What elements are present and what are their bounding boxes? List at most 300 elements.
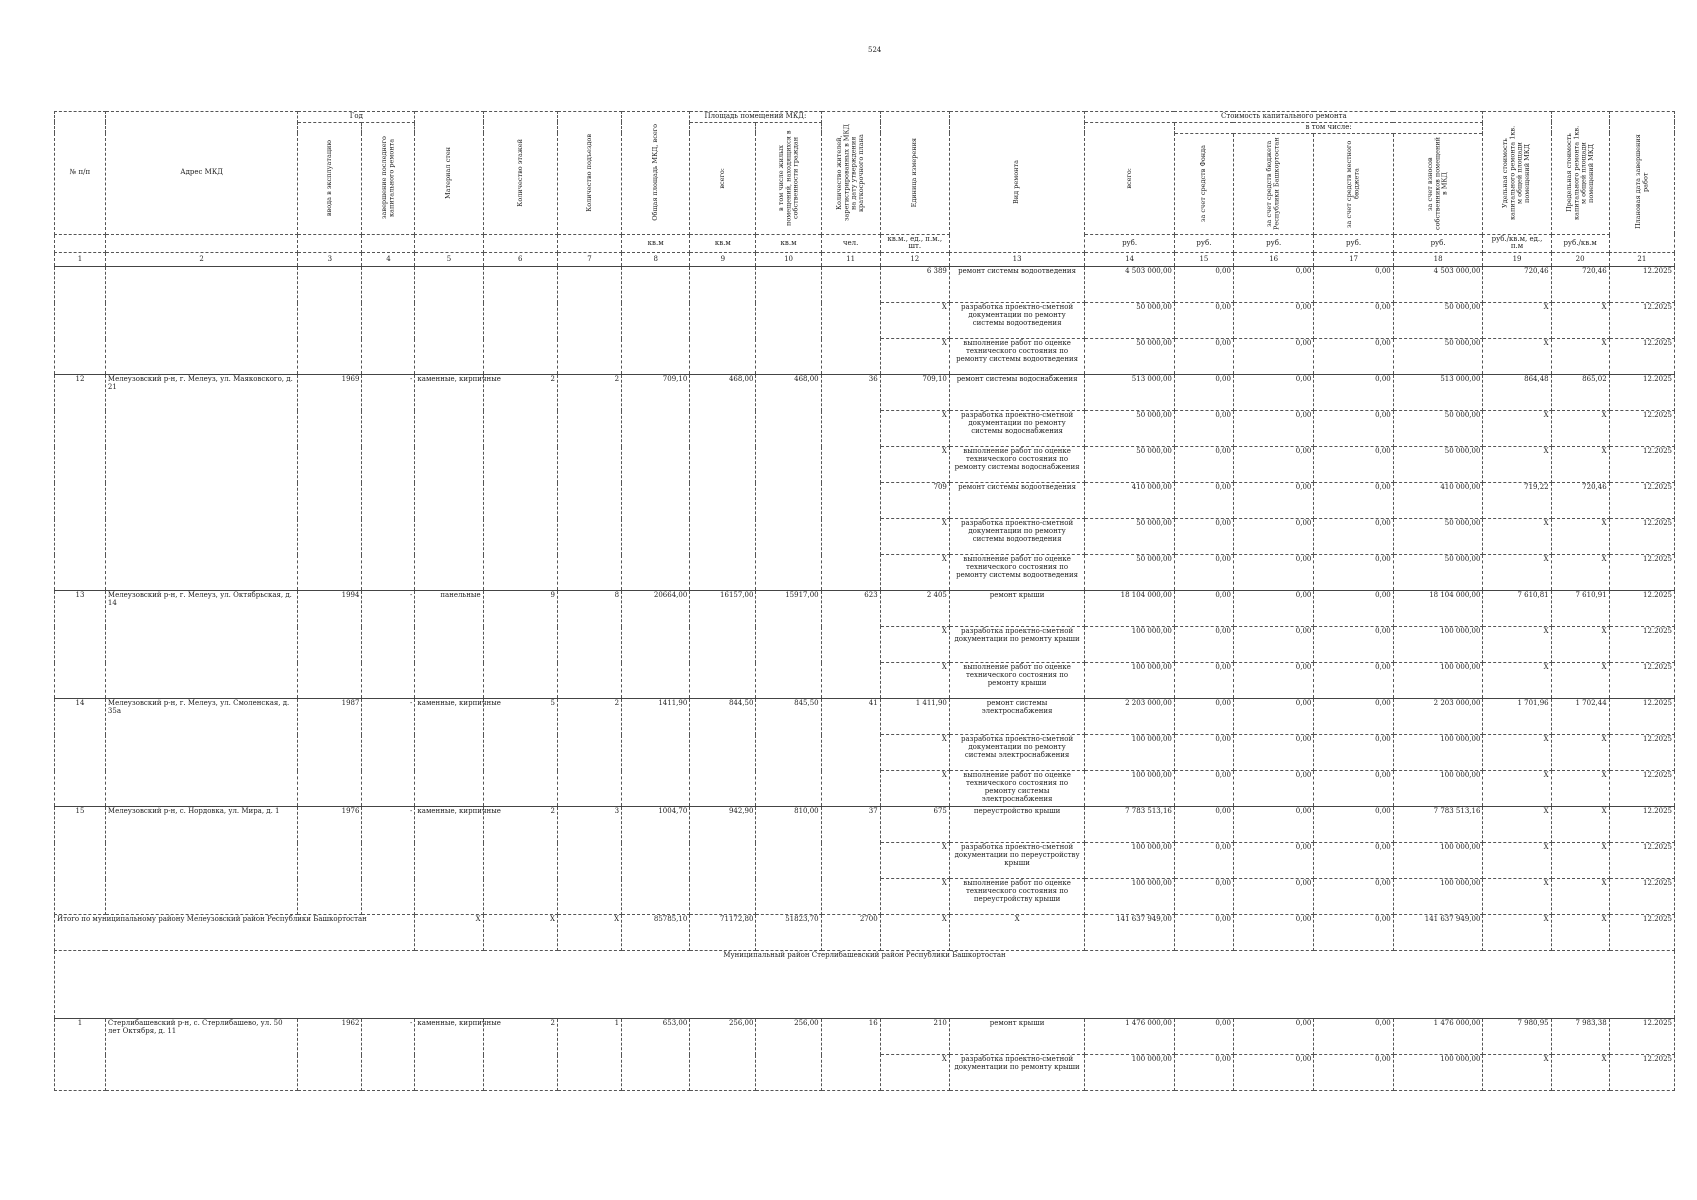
- cell-unit-cost: X: [1483, 303, 1551, 339]
- cell-premises-res: 810,00: [756, 807, 821, 915]
- cell-plan-date: 12.2025: [1609, 1019, 1674, 1055]
- cell-cost-republic: 0,00: [1233, 519, 1313, 555]
- cell-cost-local: 0,00: [1314, 1055, 1393, 1091]
- cell-material: [415, 267, 483, 375]
- cell-floors: [483, 267, 557, 375]
- cell-work-type: ремонт системы электроснабжения: [949, 699, 1084, 735]
- cell-cost-fund: 0,00: [1174, 663, 1233, 699]
- cell-cost-local: 0,00: [1314, 267, 1393, 303]
- cell-unit-cost: 719,22: [1483, 483, 1551, 519]
- cell-premises-res: 15917,00: [756, 591, 821, 699]
- cell-cost-owners: 50 000,00: [1393, 303, 1483, 339]
- cell-cost-republic: 0,00: [1233, 591, 1313, 627]
- hdr-premises-group: Площадь помещений МКД:: [690, 112, 821, 123]
- cell-unit-cost: X: [1483, 411, 1551, 447]
- cell-plan-date: 12.2025: [1609, 1055, 1674, 1091]
- cell-year-last: -: [362, 591, 415, 699]
- cell-plan-date: 12.2025: [1609, 555, 1674, 591]
- cell-unit: X: [880, 879, 949, 915]
- cell-floors: 5: [483, 699, 557, 807]
- cell-cost-total: 100 000,00: [1085, 663, 1175, 699]
- cell-entrances: 3: [557, 807, 621, 915]
- total-entrances: X: [557, 915, 621, 951]
- cell-cost-owners: 50 000,00: [1393, 447, 1483, 483]
- cell-limit-cost: X: [1551, 447, 1609, 483]
- hdr-total-area: Общая площадь МКД, всего: [651, 124, 660, 222]
- cell-cost-owners: 1 476 000,00: [1393, 1019, 1483, 1055]
- cell-limit-cost: 865,02: [1551, 375, 1609, 411]
- cell-cost-local: 0,00: [1314, 699, 1393, 735]
- cell-unit-cost: X: [1483, 447, 1551, 483]
- cell-cost-total: 50 000,00: [1085, 447, 1175, 483]
- cell-cost-local: 0,00: [1314, 735, 1393, 771]
- cell-cost-owners: 100 000,00: [1393, 771, 1483, 807]
- cell-unit-cost: X: [1483, 843, 1551, 879]
- cell-limit-cost: X: [1551, 411, 1609, 447]
- cell-unit-cost: 7 610,81: [1483, 591, 1551, 627]
- cell-cost-local: 0,00: [1314, 771, 1393, 807]
- cell-cost-republic: 0,00: [1233, 483, 1313, 519]
- cell-limit-cost: 720,46: [1551, 267, 1609, 303]
- cell-unit: 675: [880, 807, 949, 843]
- cell-cost-total: 7 783 513,16: [1085, 807, 1175, 843]
- total-premises-res: 51823,70: [756, 915, 821, 951]
- hdr-cost-total: всего:: [1124, 167, 1133, 189]
- cell-cost-total: 100 000,00: [1085, 627, 1175, 663]
- cell-limit-cost: X: [1551, 555, 1609, 591]
- cell-premises-total: 468,00: [690, 375, 756, 591]
- cell-work-type: выполнение работ по оценке технического состояния по ремонту системы водоотведения: [949, 339, 1084, 375]
- cell-plan-date: 12.2025: [1609, 447, 1674, 483]
- cell-cost-total: 18 104 000,00: [1085, 591, 1175, 627]
- cell-cost-republic: 0,00: [1233, 663, 1313, 699]
- cell-work-type: разработка проектно-сметной документации по ремонту крыши: [949, 627, 1084, 663]
- total-label: Итого по муниципальному району Мелеузовский район Республики Башкортостан: [55, 915, 415, 951]
- section-title: Муниципальный район Стерлибашевский район Республики Башкортостан: [55, 951, 1675, 1019]
- cell-year-last: -: [362, 807, 415, 915]
- cell-plan-date: 12.2025: [1609, 303, 1674, 339]
- cell-limit-cost: X: [1551, 807, 1609, 843]
- cell-cost-total: 4 503 000,00: [1085, 267, 1175, 303]
- hdr-premises-res: в том числе жилых помещений, находящихся в собственности граждан: [776, 130, 800, 227]
- cell-cost-fund: 0,00: [1174, 483, 1233, 519]
- cell-cost-local: 0,00: [1314, 591, 1393, 627]
- table-row: [55, 267, 1675, 303]
- cell-work-type: выполнение работ по оценке технического состояния по ремонту крыши: [949, 663, 1084, 699]
- cell-residents: 16: [821, 1019, 880, 1091]
- cell-cost-total: 513 000,00: [1085, 375, 1175, 411]
- cell-cost-total: 100 000,00: [1085, 879, 1175, 915]
- hdr-floors: Количество этажей: [515, 138, 524, 207]
- cell-cost-fund: 0,00: [1174, 699, 1233, 735]
- cell-unit-cost: X: [1483, 735, 1551, 771]
- cell-address: Стерлибашевский р-н, с. Стерлибашево, ул. 50 лет Октября, д. 11: [105, 1019, 297, 1091]
- cell-work-type: выполнение работ по оценке технического состояния по ремонту системы водоснабжения: [949, 447, 1084, 483]
- total-row: [55, 915, 1675, 951]
- total-residents: 2700: [821, 915, 880, 951]
- table-header: [55, 112, 1675, 267]
- cell-unit-cost: 864,48: [1483, 375, 1551, 411]
- cell-unit: 6 389: [880, 267, 949, 303]
- hdr-year-last: завершение последнего капитального ремонта: [380, 136, 396, 220]
- cell-premises-res: 845,50: [756, 699, 821, 807]
- cell-total-area: 20664,00: [622, 591, 690, 699]
- cell-plan-date: 12.2025: [1609, 699, 1674, 735]
- cell-cost-fund: 0,00: [1174, 735, 1233, 771]
- cell-cost-republic: 0,00: [1233, 735, 1313, 771]
- cell-limit-cost: X: [1551, 735, 1609, 771]
- cell-num: 13: [55, 591, 106, 699]
- cell-year-last: -: [362, 699, 415, 807]
- cell-entrances: 2: [557, 375, 621, 591]
- cell-cost-local: 0,00: [1314, 663, 1393, 699]
- hdr-year-built: ввода в эксплуатацию: [325, 140, 334, 217]
- cell-work-type: разработка проектно-сметной документации по ремонту системы электроснабжения: [949, 735, 1084, 771]
- cell-total-area: 1411,90: [622, 699, 690, 807]
- cell-plan-date: 12.2025: [1609, 519, 1674, 555]
- hdr-year-group: Год: [298, 112, 415, 123]
- cell-plan-date: 12.2025: [1609, 843, 1674, 879]
- cell-cost-republic: 0,00: [1233, 879, 1313, 915]
- cell-unit-cost: X: [1483, 879, 1551, 915]
- cell-cost-total: 50 000,00: [1085, 555, 1175, 591]
- cell-cost-owners: 100 000,00: [1393, 663, 1483, 699]
- cell-unit: 709,10: [880, 375, 949, 411]
- cell-limit-cost: X: [1551, 843, 1609, 879]
- cell-residents: 41: [821, 699, 880, 807]
- section-header-row: [55, 951, 1675, 1019]
- cell-work-type: ремонт системы водоснабжения: [949, 375, 1084, 411]
- capital-repair-table: [54, 111, 1675, 1091]
- total-rep: 0,00: [1233, 915, 1313, 951]
- cell-plan-date: 12.2025: [1609, 807, 1674, 843]
- cell-limit-cost: 1 702,44: [1551, 699, 1609, 735]
- cell-total-area: [622, 267, 690, 375]
- cell-year-last: -: [362, 375, 415, 591]
- cell-cost-total: 410 000,00: [1085, 483, 1175, 519]
- cell-unit-cost: X: [1483, 519, 1551, 555]
- cell-num: 12: [55, 375, 106, 591]
- hdr-cost-owners: за счет взносов собственников помещений в МКД: [1426, 137, 1449, 231]
- cell-cost-republic: 0,00: [1233, 411, 1313, 447]
- cell-limit-cost: 7 983,38: [1551, 1019, 1609, 1055]
- cell-cost-fund: 0,00: [1174, 627, 1233, 663]
- hdr-unit-cost: Удельная стоимость капитального ремонта 1кв. м общей площади помещений МКД: [1501, 125, 1532, 220]
- cell-num: 15: [55, 807, 106, 915]
- cell-num: 14: [55, 699, 106, 807]
- hdr-material: Материал стен: [444, 146, 453, 199]
- cell-cost-local: 0,00: [1314, 483, 1393, 519]
- cell-unit-cost: X: [1483, 771, 1551, 807]
- cell-floors: 9: [483, 591, 557, 699]
- cell-unit: 709: [880, 483, 949, 519]
- cell-unit: X: [880, 555, 949, 591]
- table-row: [55, 1019, 1675, 1055]
- cell-unit-cost: X: [1483, 807, 1551, 843]
- cell-unit-cost: X: [1483, 339, 1551, 375]
- cell-cost-fund: 0,00: [1174, 591, 1233, 627]
- cell-cost-fund: 0,00: [1174, 879, 1233, 915]
- cell-cost-local: 0,00: [1314, 1019, 1393, 1055]
- cell-address: Мелеузовский р-н, г. Мелеуз, ул. Октябрьская, д. 14: [105, 591, 297, 699]
- cell-year-built: 1969: [298, 375, 362, 591]
- cell-material: каменные, кирпичные: [415, 375, 483, 591]
- cell-work-type: выполнение работ по оценке технического состояния по ремонту системы водоотведения: [949, 555, 1084, 591]
- cell-work-type: разработка проектно-сметной документации по ремонту системы водоотведения: [949, 519, 1084, 555]
- cell-cost-republic: 0,00: [1233, 843, 1313, 879]
- cell-premises-res: [756, 267, 821, 375]
- cell-plan-date: 12.2025: [1609, 627, 1674, 663]
- cell-limit-cost: X: [1551, 303, 1609, 339]
- cell-unit: X: [880, 1055, 949, 1091]
- cell-entrances: 1: [557, 1019, 621, 1091]
- cell-work-type: разработка проектно-сметной документации по ремонту системы водоотведения: [949, 303, 1084, 339]
- cell-unit: X: [880, 339, 949, 375]
- cell-limit-cost: X: [1551, 519, 1609, 555]
- total-ucost: X: [1483, 915, 1551, 951]
- cell-unit-cost: X: [1483, 555, 1551, 591]
- total-date: 12.2025: [1609, 915, 1674, 951]
- cell-cost-fund: 0,00: [1174, 375, 1233, 411]
- cell-cost-republic: 0,00: [1233, 339, 1313, 375]
- cell-cost-fund: 0,00: [1174, 267, 1233, 303]
- total-floors: X: [483, 915, 557, 951]
- cell-cost-owners: 50 000,00: [1393, 339, 1483, 375]
- cell-cost-local: 0,00: [1314, 375, 1393, 411]
- total-total: 141 637 949,00: [1085, 915, 1175, 951]
- cell-residents: [821, 267, 880, 375]
- cell-premises-total: 844,50: [690, 699, 756, 807]
- cell-plan-date: 12.2025: [1609, 771, 1674, 807]
- cell-residents: 36: [821, 375, 880, 591]
- units-row: кв.м кв.м кв.м чел. кв.м., ед., п.м., шт. руб. руб. руб. руб. руб. руб./кв.м, ед., п.м руб./кв.м: [55, 234, 1675, 253]
- cell-address: Мелеузовский р-н, г. Мелеуз, ул. Смоленская, д. 35а: [105, 699, 297, 807]
- cell-cost-owners: 100 000,00: [1393, 1055, 1483, 1091]
- cell-limit-cost: 7 610,91: [1551, 591, 1609, 627]
- cell-year-built: 1994: [298, 591, 362, 699]
- cell-cost-total: 100 000,00: [1085, 771, 1175, 807]
- cell-num: 1: [55, 1019, 106, 1091]
- cell-material: каменные, кирпичные: [415, 1019, 483, 1091]
- cell-floors: 2: [483, 1019, 557, 1091]
- cell-cost-republic: 0,00: [1233, 1019, 1313, 1055]
- total-local: 0,00: [1314, 915, 1393, 951]
- total-type: X: [949, 915, 1084, 951]
- total-material: X: [415, 915, 483, 951]
- cell-work-type: разработка проектно-сметной документации по ремонту системы водоснабжения: [949, 411, 1084, 447]
- cell-unit: 2 405: [880, 591, 949, 627]
- cell-plan-date: 12.2025: [1609, 735, 1674, 771]
- cell-year-built: 1976: [298, 807, 362, 915]
- cell-plan-date: 12.2025: [1609, 267, 1674, 303]
- total-unit: X: [880, 915, 949, 951]
- cell-cost-total: 100 000,00: [1085, 735, 1175, 771]
- hdr-premises-total: всего:: [718, 167, 727, 189]
- hdr-cost-group: Стоимость капитального ремонта: [1085, 112, 1483, 123]
- cell-unit: 1 411,90: [880, 699, 949, 735]
- cell-total-area: 653,00: [622, 1019, 690, 1091]
- cell-cost-local: 0,00: [1314, 879, 1393, 915]
- cell-cost-total: 100 000,00: [1085, 843, 1175, 879]
- cell-unit: X: [880, 771, 949, 807]
- cell-address: [105, 267, 297, 375]
- cell-cost-republic: 0,00: [1233, 447, 1313, 483]
- cell-premises-total: 16157,00: [690, 591, 756, 699]
- cell-cost-owners: 2 203 000,00: [1393, 699, 1483, 735]
- cell-work-type: переустройство крыши: [949, 807, 1084, 843]
- cell-cost-fund: 0,00: [1174, 1019, 1233, 1055]
- cell-unit: X: [880, 735, 949, 771]
- cell-premises-total: 942,90: [690, 807, 756, 915]
- cell-cost-owners: 50 000,00: [1393, 519, 1483, 555]
- cell-cost-owners: 18 104 000,00: [1393, 591, 1483, 627]
- hdr-residents: Количество жителей, зарегистрированных в МКД на дату утверждения краткосрочного плана: [835, 124, 865, 222]
- cell-cost-local: 0,00: [1314, 627, 1393, 663]
- cell-limit-cost: 720,46: [1551, 483, 1609, 519]
- cell-entrances: 8: [557, 591, 621, 699]
- cell-work-type: разработка проектно-сметной документации по переустройству крыши: [949, 843, 1084, 879]
- cell-work-type: ремонт крыши: [949, 1019, 1084, 1055]
- total-total-area: 85785,10: [622, 915, 690, 951]
- cell-cost-fund: 0,00: [1174, 519, 1233, 555]
- cell-cost-owners: 100 000,00: [1393, 627, 1483, 663]
- cell-cost-republic: 0,00: [1233, 627, 1313, 663]
- cell-work-type: разработка проектно-сметной документации по ремонту крыши: [949, 1055, 1084, 1091]
- cell-cost-local: 0,00: [1314, 303, 1393, 339]
- cell-plan-date: 12.2025: [1609, 879, 1674, 915]
- column-numbers-row: 1 2 3 4 5 6 7 8 9 10 11 12 13 14 15 16 17 18 19 20 21: [55, 253, 1675, 267]
- cell-cost-local: 0,00: [1314, 411, 1393, 447]
- cell-cost-total: 50 000,00: [1085, 339, 1175, 375]
- hdr-plan-date: Плановая дата завершения работ: [1633, 134, 1649, 230]
- cell-cost-owners: 4 503 000,00: [1393, 267, 1483, 303]
- cell-premises-total: [690, 267, 756, 375]
- cell-unit-cost: 7 980,95: [1483, 1019, 1551, 1055]
- total-premises-total: 71172,80: [690, 915, 756, 951]
- cell-cost-fund: 0,00: [1174, 843, 1233, 879]
- cell-limit-cost: X: [1551, 1055, 1609, 1091]
- cell-residents: 37: [821, 807, 880, 915]
- cell-unit: 210: [880, 1019, 949, 1055]
- cell-unit: X: [880, 411, 949, 447]
- cell-year-last: -: [362, 1019, 415, 1091]
- cell-unit: X: [880, 447, 949, 483]
- hdr-cost-local: за счет средств местного бюджета: [1345, 140, 1361, 228]
- cell-year-last: [362, 267, 415, 375]
- cell-plan-date: 12.2025: [1609, 483, 1674, 519]
- cell-cost-local: 0,00: [1314, 339, 1393, 375]
- total-lcost: X: [1551, 915, 1609, 951]
- cell-work-type: ремонт системы водоотведения: [949, 483, 1084, 519]
- cell-cost-republic: 0,00: [1233, 555, 1313, 591]
- cell-material: каменные, кирпичные: [415, 699, 483, 807]
- cell-address: Мелеузовский р-н, с. Нордовка, ул. Мира, д. 1: [105, 807, 297, 915]
- cell-address: Мелеузовский р-н, г. Мелеуз, ул. Маяковского, д. 21: [105, 375, 297, 591]
- cell-plan-date: 12.2025: [1609, 375, 1674, 411]
- cell-cost-owners: 100 000,00: [1393, 735, 1483, 771]
- total-fund: 0,00: [1174, 915, 1233, 951]
- table-row: [55, 375, 1675, 411]
- cell-material: панельные: [415, 591, 483, 699]
- hdr-cost-republic: за счет средств бюджета Республики Башкортостан: [1265, 137, 1281, 230]
- cell-limit-cost: X: [1551, 627, 1609, 663]
- cell-unit: X: [880, 519, 949, 555]
- hdr-num: № п/п: [55, 112, 106, 235]
- cell-cost-fund: 0,00: [1174, 447, 1233, 483]
- table-body: [55, 267, 1675, 1091]
- cell-cost-total: 50 000,00: [1085, 411, 1175, 447]
- cell-cost-republic: 0,00: [1233, 267, 1313, 303]
- hdr-including: в том числе:: [1174, 122, 1483, 133]
- cell-cost-fund: 0,00: [1174, 411, 1233, 447]
- page-number: 524: [868, 46, 882, 54]
- hdr-work-type: Вид ремонта: [1012, 160, 1021, 205]
- cell-limit-cost: X: [1551, 771, 1609, 807]
- cell-year-built: 1962: [298, 1019, 362, 1091]
- cell-cost-fund: 0,00: [1174, 807, 1233, 843]
- cell-cost-republic: 0,00: [1233, 807, 1313, 843]
- cell-plan-date: 12.2025: [1609, 411, 1674, 447]
- cell-unit: X: [880, 663, 949, 699]
- cell-entrances: [557, 267, 621, 375]
- cell-cost-owners: 100 000,00: [1393, 879, 1483, 915]
- cell-total-area: 1004,70: [622, 807, 690, 915]
- cell-unit: X: [880, 627, 949, 663]
- cell-work-type: выполнение работ по оценке технического состояния по ремонту системы электроснабжения: [949, 771, 1084, 807]
- cell-entrances: 2: [557, 699, 621, 807]
- cell-cost-republic: 0,00: [1233, 303, 1313, 339]
- cell-unit-cost: X: [1483, 663, 1551, 699]
- cell-cost-local: 0,00: [1314, 843, 1393, 879]
- cell-unit-cost: X: [1483, 1055, 1551, 1091]
- cell-cost-owners: 513 000,00: [1393, 375, 1483, 411]
- cell-floors: 2: [483, 375, 557, 591]
- cell-year-built: 1987: [298, 699, 362, 807]
- cell-cost-fund: 0,00: [1174, 303, 1233, 339]
- cell-premises-res: 468,00: [756, 375, 821, 591]
- cell-cost-owners: 50 000,00: [1393, 411, 1483, 447]
- cell-cost-total: 50 000,00: [1085, 303, 1175, 339]
- cell-cost-owners: 7 783 513,16: [1393, 807, 1483, 843]
- cell-cost-republic: 0,00: [1233, 699, 1313, 735]
- cell-floors: 2: [483, 807, 557, 915]
- cell-year-built: [298, 267, 362, 375]
- table-row: [55, 807, 1675, 843]
- cell-unit-cost: X: [1483, 627, 1551, 663]
- table-row: [55, 699, 1675, 735]
- cell-unit-cost: 720,46: [1483, 267, 1551, 303]
- cell-plan-date: 12.2025: [1609, 663, 1674, 699]
- cell-cost-republic: 0,00: [1233, 771, 1313, 807]
- cell-cost-republic: 0,00: [1233, 375, 1313, 411]
- cell-cost-fund: 0,00: [1174, 1055, 1233, 1091]
- cell-unit: X: [880, 843, 949, 879]
- cell-limit-cost: X: [1551, 339, 1609, 375]
- cell-limit-cost: X: [1551, 663, 1609, 699]
- cell-cost-fund: 0,00: [1174, 339, 1233, 375]
- cell-work-type: выполнение работ по оценке технического состояния по переустройству крыши: [949, 879, 1084, 915]
- cell-cost-fund: 0,00: [1174, 771, 1233, 807]
- cell-cost-fund: 0,00: [1174, 555, 1233, 591]
- hdr-address: Адрес МКД: [105, 112, 297, 235]
- cell-cost-owners: 410 000,00: [1393, 483, 1483, 519]
- cell-limit-cost: X: [1551, 879, 1609, 915]
- cell-num: [55, 267, 106, 375]
- cell-cost-local: 0,00: [1314, 807, 1393, 843]
- cell-cost-local: 0,00: [1314, 555, 1393, 591]
- table-row: [55, 591, 1675, 627]
- cell-cost-republic: 0,00: [1233, 1055, 1313, 1091]
